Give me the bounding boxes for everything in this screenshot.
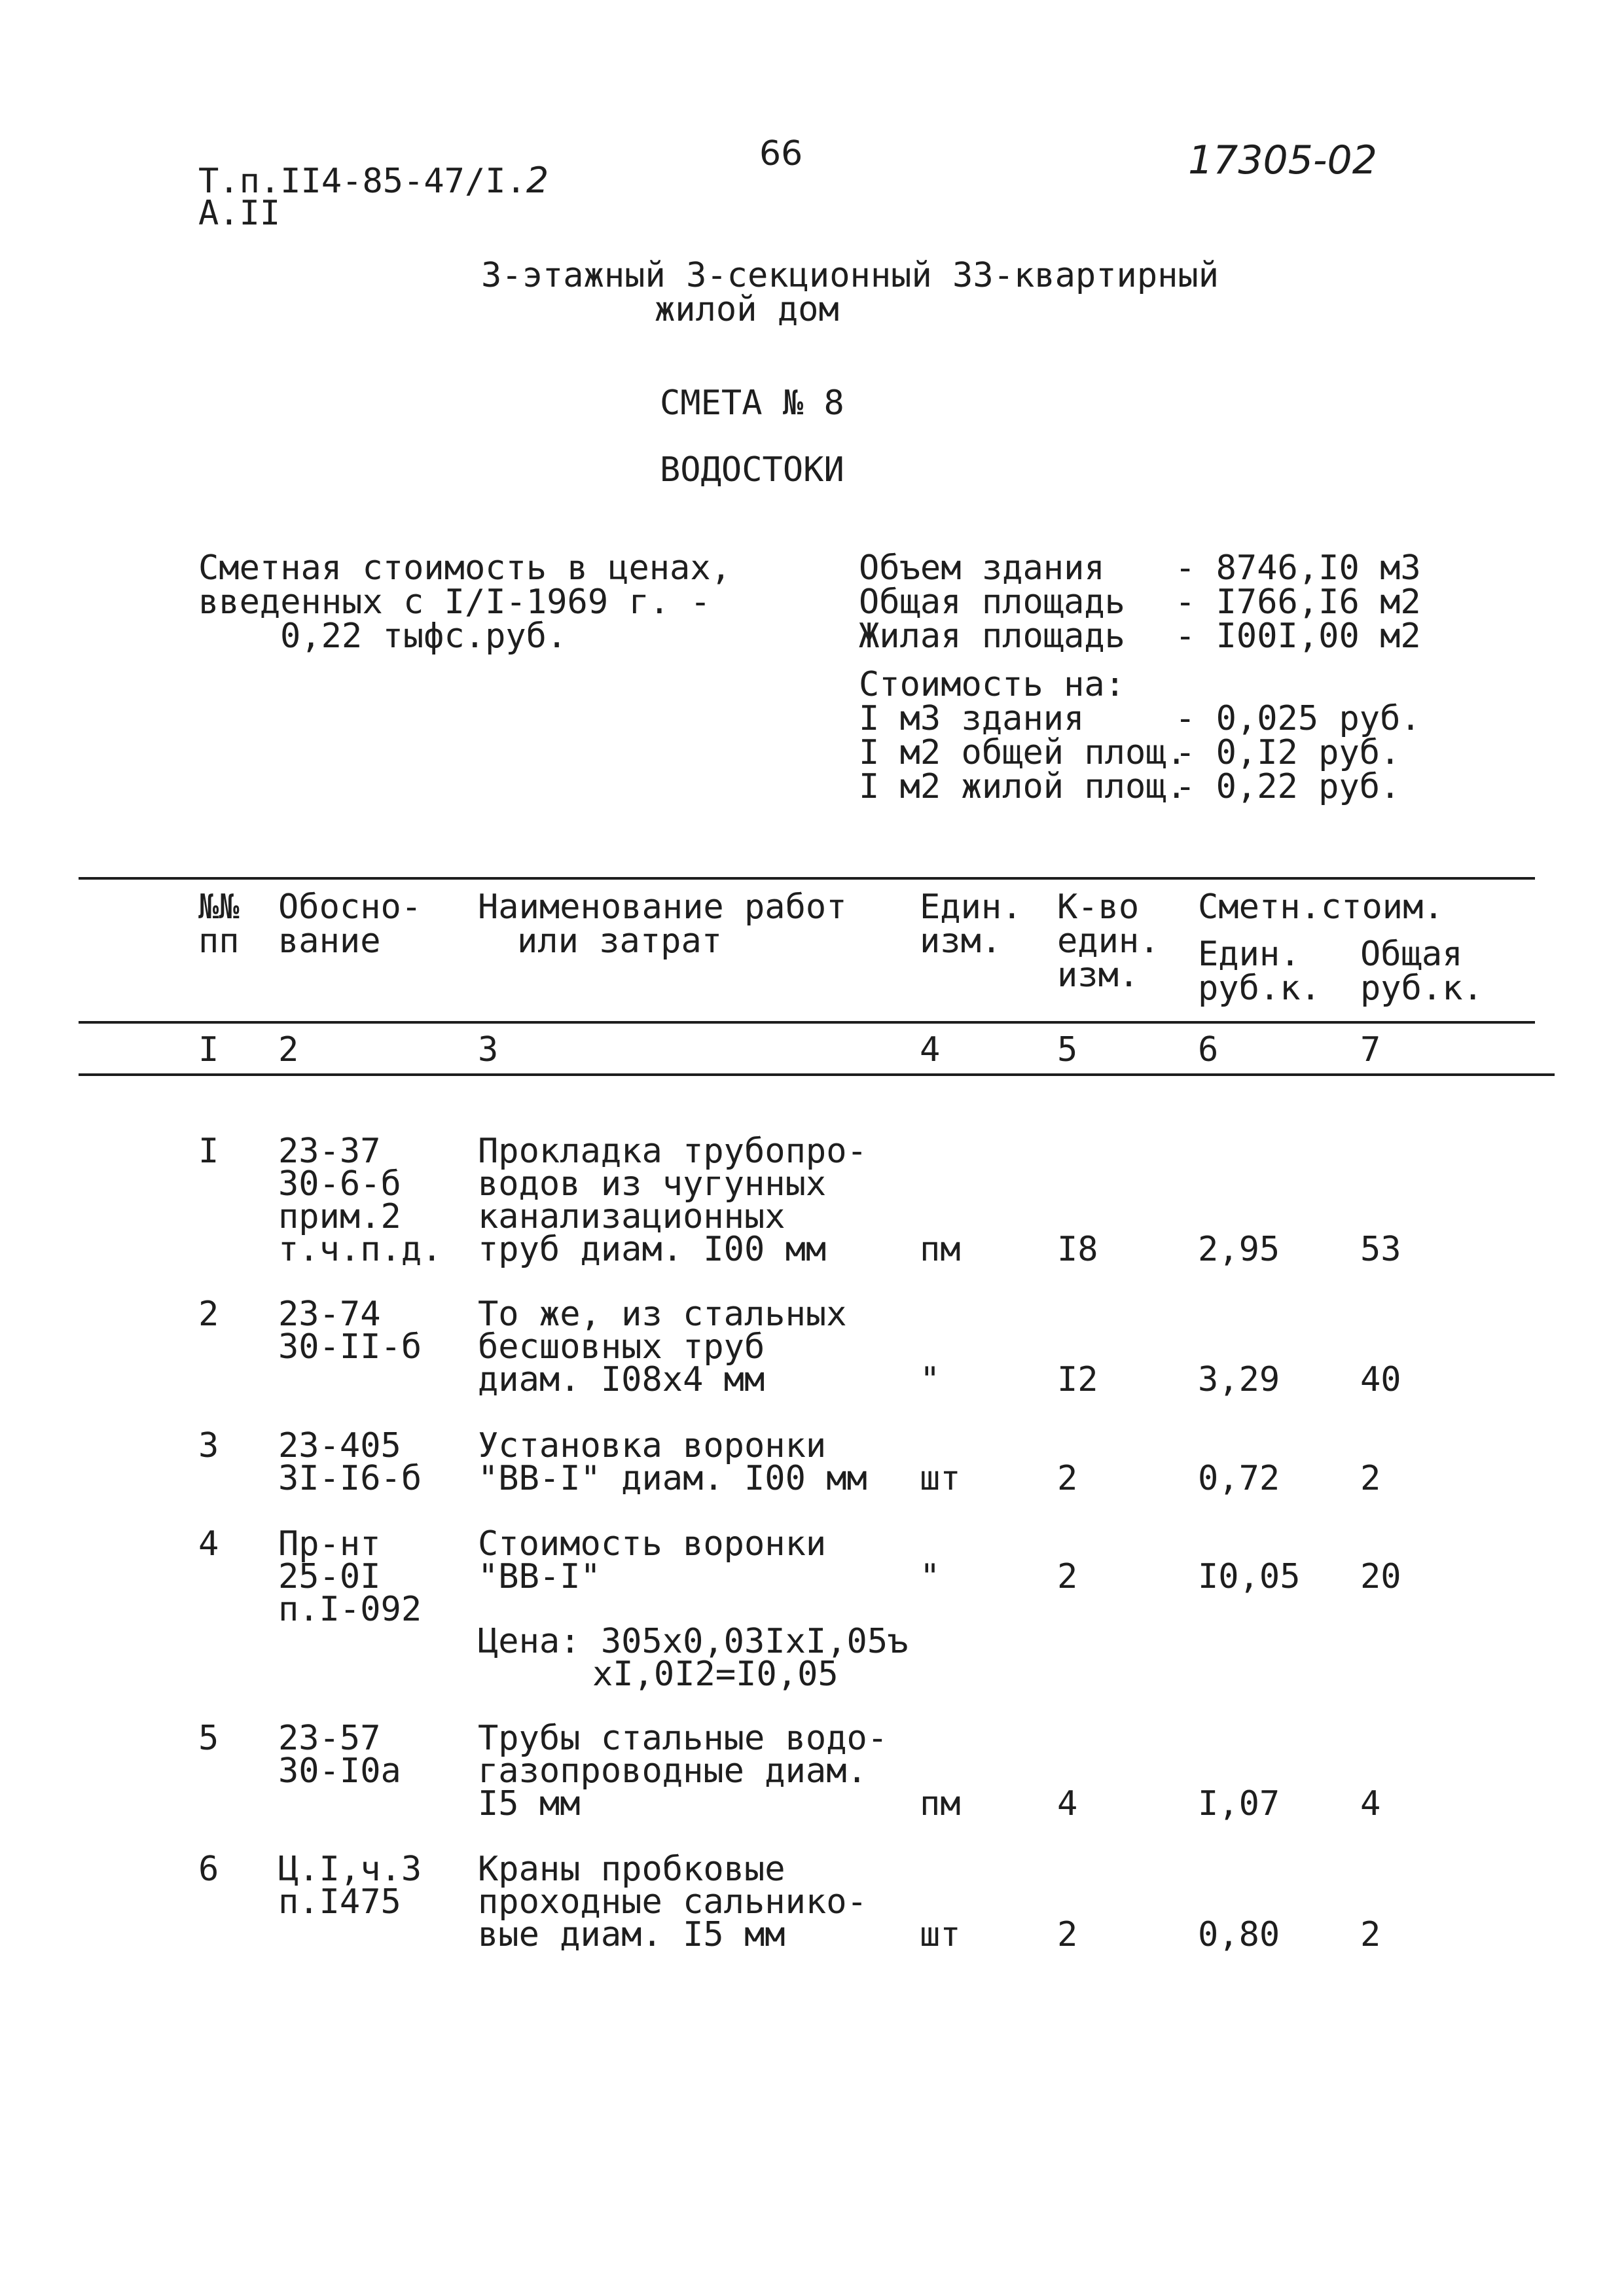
row-basis: прим.2 bbox=[278, 1197, 401, 1236]
row-name: вые диам. I5 мм bbox=[478, 1915, 785, 1954]
row-unit: " bbox=[920, 1557, 941, 1596]
header-unit: изм. bbox=[920, 922, 1002, 961]
row-name: проходные сальнико- bbox=[478, 1882, 867, 1922]
document-code: Т.п.II4-85-47/I.2 bbox=[198, 160, 549, 201]
header-num: пп bbox=[198, 922, 240, 961]
unit-cost-value: - 0,22 руб. bbox=[1175, 767, 1401, 806]
header-total-cost: руб.к. bbox=[1360, 969, 1483, 1008]
row-basis: 30-6-б bbox=[278, 1164, 401, 1204]
header-name: или затрат bbox=[517, 922, 723, 961]
row-number: 4 bbox=[198, 1524, 219, 1564]
row-qty: 2 bbox=[1057, 1459, 1078, 1498]
metric-value: - I766,I6 м2 bbox=[1175, 583, 1421, 622]
table-header-rule bbox=[79, 1021, 1535, 1024]
row-name: Стоимость воронки bbox=[478, 1524, 827, 1564]
table-top-rule bbox=[79, 877, 1535, 880]
unit-cost-value: - 0,I2 руб. bbox=[1175, 733, 1401, 772]
row-number: 3 bbox=[198, 1426, 219, 1465]
price-note: Цена: 305х0,03IхI,05ъ bbox=[478, 1622, 909, 1661]
unit-cost-value: - 0,025 руб. bbox=[1175, 699, 1421, 738]
header-cost-group: Сметн.стоим. bbox=[1198, 888, 1444, 927]
album-code: А.II bbox=[198, 194, 281, 233]
row-name: Трубы стальные водо- bbox=[478, 1719, 888, 1758]
header-unit: Един. bbox=[920, 888, 1022, 927]
metric-label: Объем здания bbox=[859, 548, 1105, 588]
col-number: 5 bbox=[1057, 1030, 1078, 1069]
row-name: "ВВ-I" диам. I00 мм bbox=[478, 1459, 867, 1498]
section-title: ВОДОСТОКИ bbox=[660, 450, 844, 490]
row-basis: 23-74 bbox=[278, 1295, 381, 1334]
row-unit: шт bbox=[920, 1915, 961, 1954]
row-total: 40 bbox=[1360, 1360, 1401, 1399]
price-note: хI,0I2=I0,05 bbox=[592, 1655, 839, 1694]
cost-line-2: введенных с I/I-1969 г. - bbox=[198, 583, 711, 622]
row-basis: 23-405 bbox=[278, 1426, 401, 1465]
row-unit-cost: 0,80 bbox=[1198, 1915, 1280, 1954]
row-name: труб диам. I00 мм bbox=[478, 1230, 827, 1269]
col-number: 7 bbox=[1360, 1030, 1381, 1069]
header-qty: изм. bbox=[1057, 956, 1140, 995]
row-qty: 2 bbox=[1057, 1557, 1078, 1596]
row-basis: 25-0I bbox=[278, 1557, 381, 1596]
building-title-line1: 3-этажный 3-секционный 33-квартирный bbox=[481, 256, 1219, 295]
header-qty: К-во bbox=[1057, 888, 1140, 927]
row-name: газопроводные диам. bbox=[478, 1751, 867, 1791]
row-qty: 2 bbox=[1057, 1915, 1078, 1954]
estimate-title: СМЕТА № 8 bbox=[660, 384, 844, 423]
unit-cost-label: I м2 жилой площ. bbox=[859, 767, 1187, 806]
row-unit: пм bbox=[920, 1784, 961, 1823]
column-numbers-rule bbox=[79, 1073, 1555, 1076]
col-number: 3 bbox=[478, 1030, 499, 1069]
row-basis: п.I-092 bbox=[278, 1590, 422, 1629]
unit-cost-label: I м2 общей площ. bbox=[859, 733, 1187, 772]
header-qty: един. bbox=[1057, 922, 1160, 961]
row-unit-cost: 0,72 bbox=[1198, 1459, 1280, 1498]
row-name: Краны пробковые bbox=[478, 1850, 785, 1889]
header-name: Наименование работ bbox=[478, 888, 847, 927]
document-stamp: 17305-02 bbox=[1188, 137, 1377, 183]
page-number: 66 bbox=[759, 134, 803, 173]
row-basis: 30-I0а bbox=[278, 1751, 401, 1791]
row-total: 20 bbox=[1360, 1557, 1401, 1596]
col-number: 4 bbox=[920, 1030, 941, 1069]
header-basis: Обосно- bbox=[278, 888, 422, 927]
row-unit: " bbox=[920, 1360, 941, 1399]
row-total: 53 bbox=[1360, 1230, 1401, 1269]
row-name: диам. I08х4 мм bbox=[478, 1360, 765, 1399]
row-name: водов из чугунных bbox=[478, 1164, 827, 1204]
row-name: I5 мм bbox=[478, 1784, 581, 1823]
building-title-line2: жилой дом bbox=[655, 290, 839, 329]
row-basis: т.ч.п.д. bbox=[278, 1230, 442, 1269]
row-basis: Пр-нт bbox=[278, 1524, 381, 1564]
unit-cost-title: Стоимость на: bbox=[859, 665, 1125, 704]
col-number: 2 bbox=[278, 1030, 299, 1069]
row-unit-cost: I,07 bbox=[1198, 1784, 1280, 1823]
col-number: I bbox=[198, 1030, 219, 1069]
row-basis: 3I-I6-б bbox=[278, 1459, 422, 1498]
unit-cost-label: I м3 здания bbox=[859, 699, 1085, 738]
row-unit-cost: 2,95 bbox=[1198, 1230, 1280, 1269]
row-total: 2 bbox=[1360, 1915, 1381, 1954]
row-total: 2 bbox=[1360, 1459, 1381, 1498]
row-total: 4 bbox=[1360, 1784, 1381, 1823]
row-basis: 23-57 bbox=[278, 1719, 381, 1758]
row-name: Прокладка трубопро- bbox=[478, 1132, 867, 1171]
row-unit-cost: I0,05 bbox=[1198, 1557, 1301, 1596]
row-basis: 30-II-б bbox=[278, 1327, 422, 1367]
header-unit-cost: Един. bbox=[1198, 935, 1301, 974]
cost-line-3: 0,22 тыфс.руб. bbox=[280, 617, 568, 656]
row-unit: шт bbox=[920, 1459, 961, 1498]
row-number: 5 bbox=[198, 1719, 219, 1758]
row-name: То же, из стальных bbox=[478, 1295, 847, 1334]
row-basis: п.I475 bbox=[278, 1882, 401, 1922]
row-name: бесшовных труб bbox=[478, 1327, 765, 1367]
row-name: канализационных bbox=[478, 1197, 785, 1236]
col-number: 6 bbox=[1198, 1030, 1219, 1069]
header-num: №№ bbox=[198, 888, 240, 927]
row-number: I bbox=[198, 1132, 219, 1171]
row-basis: Ц.I,ч.3 bbox=[278, 1850, 422, 1889]
metric-value: - I00I,00 м2 bbox=[1175, 617, 1421, 656]
row-number: 2 bbox=[198, 1295, 219, 1334]
metric-label: Общая площадь bbox=[859, 583, 1125, 622]
header-unit-cost: руб.к. bbox=[1198, 969, 1321, 1008]
row-qty: 4 bbox=[1057, 1784, 1078, 1823]
header-basis: вание bbox=[278, 922, 381, 961]
metric-value: - 8746,I0 м3 bbox=[1175, 548, 1421, 588]
row-unit: пм bbox=[920, 1230, 961, 1269]
cost-line-1: Сметная стоимость в ценах, bbox=[198, 548, 731, 588]
row-number: 6 bbox=[198, 1850, 219, 1889]
row-basis: 23-37 bbox=[278, 1132, 381, 1171]
row-unit-cost: 3,29 bbox=[1198, 1360, 1280, 1399]
row-name: "ВВ-I" bbox=[478, 1557, 601, 1596]
metric-label: Жилая площадь bbox=[859, 617, 1125, 656]
row-name: Установка воронки bbox=[478, 1426, 827, 1465]
row-qty: I2 bbox=[1057, 1360, 1098, 1399]
header-total-cost: Общая bbox=[1360, 935, 1463, 974]
row-qty: I8 bbox=[1057, 1230, 1098, 1269]
